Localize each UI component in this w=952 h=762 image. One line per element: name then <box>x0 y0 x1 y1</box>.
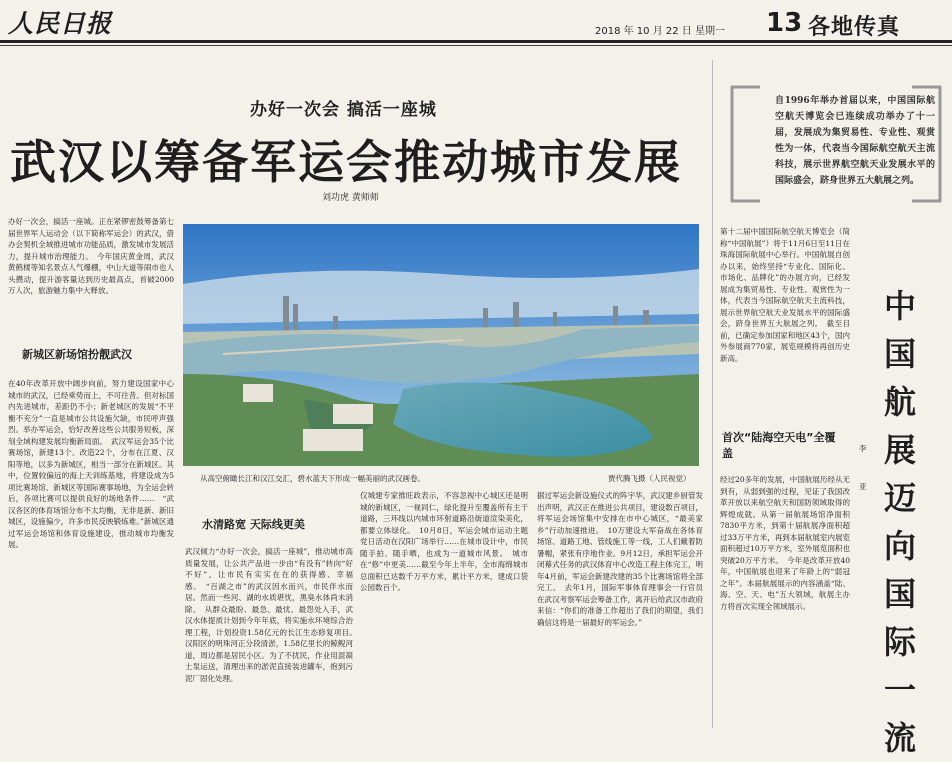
subheading-new-district: 新城区新场馆扮靓武汉 <box>22 348 132 361</box>
sidebar-subheading: 首次“陆海空天电”全覆盖 <box>722 431 836 460</box>
article-headline: 武汉以筹备军运会推动城市发展 <box>10 135 682 189</box>
photo-credit: 贾代腾飞摄（人民视觉） <box>608 474 691 483</box>
article-kicker: 办好一次会 搞活一座城 <box>250 100 437 120</box>
masthead-rule <box>0 40 952 43</box>
article-column-1-intro: 办好一次会，搞活一座城。正在紧锣密鼓筹备第七届世界军人运动会（以下简称军运会）的武汉，借办会契机全域推进城市功能品质，激发城市发展活力，提升城市治理能力。 今年国庆黄金周，武汉黄鹤楼等知名景点人气爆棚，中山大道等闹市也人头攒动，提升游客量达到历史最高点，首破2000万人次，旅游魅力集中大释放。 <box>8 217 174 295</box>
sidebar-author: 李 亚 <box>859 444 867 491</box>
section-title: 各地传真 <box>808 15 901 40</box>
article-column-4-body: 据过军运会新设施仪式的阵宇华，武汉建乡厨管发出声明，武汉正在推进公共项目，建设数百项目，将军运会场馆集中安排在市中心城区，“最美家乡”行动加速推进。 10万建设大军奋战在各体育场馆、道路工地、管线施工等一线，工人们戴着防暑帽，紧张有序地作业。9月12日，承担军运会开闭幕式任务的武汉体育中心改造工程主体完工，明年4月前，军运会新建改建的35个比赛场馆将全部完工。 去年1月，国际军事体育理事会一行官员在武汉考察军运会筹备工作，离开后给武汉市政府来信：“你们的准备工作超出了我们的期望，我们确信这将是一届最好的军运会。” <box>537 491 703 627</box>
sidebar-body-1: 第十二届中国国际航空航天博览会（简称“中国航展”）将于11月6日至11日在珠海国际航展中心举行。中国航展自创办以来，始终坚持“专业化、国际化、市场化、品牌化”的办展方向，已经发展成为集贸易性、专业性、观赏性为一体，代表当今国际航空航天主流科技，展示世界航空航天业发展水平的国际盛会，跻身世界五大航展之列。 截至目前，已确定参加国家和地区43个，国内外参展商770家，展览规模将再创历史新高。 <box>720 227 850 363</box>
article-column-1-body: 在40年改革开放中阔步向前，努力建设国家中心城市的武汉，已经乘势而上，不可往昔。但对标国内先进城市，差距仍不小；新老城区的发展“不平衡不充分”一直是城市公共设施欠缺，市民呼声强烈。举办军运会，恰好改善这些公共服务短板，深刻全域构建发展均衡新局面。 武汉军运会35个比赛场馆，新建13个、改造22个，分布在江夏、汉阳等地，以多为新城区，相当一部分在新城区。其中，位置较偏远的海上天训练基地，将建设成为5项比赛场馆、新城区等国际赛事场地，为全运会转后，各项比赛可以提供良好的场地条件…… “武汉各区的体育场馆分布不太均衡，无非是新、新旧城区，设施偏少，许多市民反映锻炼难。”新城区通过军运会场馆和体育设施建设，推动城市均衡发展。 <box>8 379 174 549</box>
newspaper-logo: 人民日报 <box>8 9 113 38</box>
masthead-rule-thin <box>0 45 952 46</box>
article-column-3-body: 仅城建专家推旺政表示，不容忽视中心城区还是明城的新城区，一视同仁，绿化提升至覆盖所有主干道路，三环线以内城市环射道路沿街道渲染美化，都要立体绿化。 10月8日，军运会城市运动主题党日活动在汉阳广场举行……在城市设计中，市民随手拍、随手晒，也成为一道城市风景。 城市在“修”中更美……截至今年上半年，全市海绵城市总面积已达数千万平方米，累计平方米，建成口袋公园数百个。 <box>360 491 528 592</box>
column-divider <box>712 60 713 728</box>
page-number: 13 <box>766 8 803 38</box>
sidebar-body-2: 经过20多年的发展，中国航展历经从无到有，从弱到强的过程，见证了我国改革开放以来航空航天和国防领域取得的辉煌成就。从第一届航展场馆净面积7830平方米，到第十届航展净面积超过33万平方米，再到本届航展室内展览面积超过10万平方米，室外展览面积也突破20万平方米。 今年是改革开放40年，中国航展也迎来了年龄上的“弱冠之年”。本届航展展示的内容涵盖“陆、海、空、天、电”五大领域，航展主办方将首次实现全领域展示。 <box>720 475 850 611</box>
sidebar-quote: 自1996年举办首届以来，中国国际航空航天博览会已连续成功举办了十一届，发展成为集贸易性、专业性、观赏性为一体，代表当今国际航空航天主流科技，展示世界航空航天业发展水平的国际盛会，跻身世界五大航展之列。 <box>775 96 935 186</box>
issue-date: 2018 年 10 月 22 日 星期一 <box>595 26 725 37</box>
subheading-clear-water: 水清路宽 天际线更美 <box>202 518 305 531</box>
masthead <box>0 0 952 40</box>
photo-caption: 从高空俯瞰长江和汉江交汇，碧水蓝天下形成一幅美丽的武汉画卷。 <box>200 474 425 483</box>
article-byline: 刘功虎 黄师师 <box>322 193 379 203</box>
wuhan-aerial-photo <box>183 224 699 466</box>
article-column-2-body: 武汉倾力“办好一次会，搞活一座城”，推动城市高质量发展，让公共产品进一步由“有没有”转向“好不好”，让市民有实实在在的获得感、幸福感。 “百湖之市”的武汉因水而兴，市民伴水而居。然而一些河、湖的水质堪忧，黑臭水体尚未消除。 从群众最盼、最急、最忧、最怨处入手，武汉水体提质计划到今年年底，将实施水环境综合治理工程，计划投资1.58亿元的长江生态修复项目。 汉阳区的明珠河正分段清淤，1.58亿里长的鲸鲵河道，周边都是居民小区。为了不扰民，作业用混凝土泵运送，清理出来的淤泥直接装进罐车，抱到污泥厂固化处理。 <box>185 547 361 683</box>
sidebar-vertical-title: 中国航展迈向国际一流 <box>883 287 916 757</box>
